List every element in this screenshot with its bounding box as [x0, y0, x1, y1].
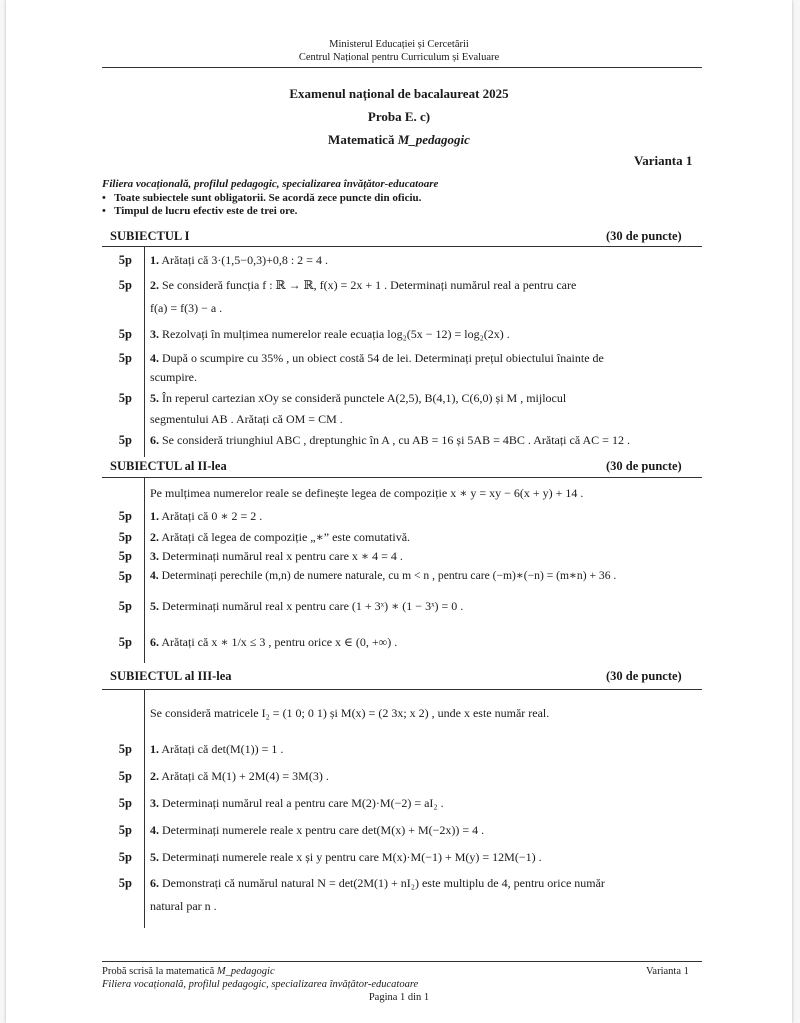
subject-2-preamble: Pe mulțimea numerelor reale se definește legea de compoziție x ∗ y = xy − 6(x + y) + 14 . — [150, 486, 584, 500]
exam-title: Examenul național de bacalaureat 2025 — [289, 86, 509, 101]
item-text: Arătați că legea de compoziție „∗” este comutativă. — [161, 530, 411, 544]
item-number: 2. — [150, 530, 159, 544]
subject-1-divider — [144, 247, 145, 457]
exam-proba: Proba E. c) — [367, 109, 431, 124]
item-points: 5p — [118, 509, 132, 523]
item-text: Se consideră triunghiul ABC , dreptunghic în A , cu AB = 16 și 5AB = 4BC . Arătați că AC = 12 . — [162, 433, 630, 447]
rule-text: Timpul de lucru efectiv este de trei ore. — [114, 205, 298, 217]
item-text: Demonstrați că numărul natural N = det(2M(1) + nI₂) este multiplu de 4, pentru orice număr — [162, 876, 605, 890]
subject-3-points: (30 de puncte) — [606, 669, 682, 683]
subject-2-divider — [144, 478, 145, 663]
item-points: 5p — [118, 278, 132, 292]
item-points: 5p — [118, 391, 132, 405]
item-points: 5p — [118, 530, 132, 544]
item-text: În reperul cartezian xOy se consideră punctele A(2,5), B(4,1), C(6,0) și M , mijlocul — [162, 391, 567, 405]
subject-1-title: SUBIECTUL I — [110, 229, 190, 243]
item-number: 1. — [150, 742, 159, 756]
item-points: 5p — [118, 327, 132, 341]
item-text: Arătați că x ∗ 1/x ≤ 3 , pentru orice x ∈ (0, +∞) . — [161, 635, 398, 649]
subject-1-points: (30 de puncte) — [606, 229, 682, 243]
ministry-name: Ministerul Educației și Cercetării — [329, 39, 469, 50]
item-points: 5p — [118, 549, 132, 563]
item-points: 5p — [118, 599, 132, 613]
subject-1-rule — [102, 246, 702, 247]
item-points: 5p — [118, 351, 132, 365]
item-text: Arătați că M(1) + 2M(4) = 3M(3) . — [161, 769, 329, 783]
item-number: 1. — [150, 509, 159, 523]
item-points: 5p — [118, 769, 132, 783]
item-number: 6. — [150, 433, 159, 447]
footer-line2: Filiera vocațională, profilul pedagogic, specializarea învățător-educatoare — [102, 979, 419, 990]
item-points: 5p — [118, 742, 132, 756]
item-text: După o scumpire cu 35% , un obiect costă 54 de lei. Determinați prețul obiectului înainte de — [162, 351, 604, 365]
footer-rule — [102, 961, 702, 962]
subject-3-title: SUBIECTUL al III-lea — [110, 669, 232, 683]
item-number: 3. — [150, 549, 159, 563]
item-text: Rezolvați în mulțimea numerelor reale ecuația log₂(5x − 12) = log₂(2x) . — [162, 327, 510, 341]
subject-3-rule — [102, 689, 702, 690]
item-text: Arătați că 0 ∗ 2 = 2 . — [161, 509, 263, 523]
item-text: Determinați numărul real a pentru care M(2)·M(−2) = aI₂ . — [162, 796, 444, 810]
variant-label: Varianta 1 — [634, 153, 693, 168]
item-number: 6. — [150, 635, 159, 649]
item-number: 5. — [150, 599, 159, 613]
subject-3-preamble: Se consideră matricele I₂ = (1 0; 0 1) și M(x) = (2 3x; x 2) , unde x este număr real. — [150, 706, 550, 720]
item-number: 6. — [150, 876, 159, 890]
item-points: 5p — [118, 253, 132, 267]
center-name: Centrul Național pentru Curriculum și Evaluare — [298, 52, 500, 63]
item-text: Determinați perechile (m,n) de numere naturale, cu m < n , pentru care (−m)∗(−n) = (m∗n) + 36 . — [161, 569, 617, 582]
item-text-continued: segmentului AB . Arătați că OM = CM . — [150, 412, 343, 426]
item-number: 2. — [150, 769, 159, 783]
item-number: 3. — [150, 327, 159, 341]
item-number: 5. — [150, 391, 159, 405]
item-text: Se consideră funcția f : ℝ → ℝ, f(x) = 2x + 1 . Determinați numărul real a pentru care — [162, 278, 577, 292]
item-text: Arătați că det(M(1)) = 1 . — [161, 742, 284, 756]
subject-2-rule — [102, 477, 702, 478]
rule-item: • Timpul de lucru efectiv este de trei ore. — [102, 205, 298, 217]
footer-line1: Probă scrisă la matematică M_pedagogic — [102, 966, 275, 977]
item-points: 5p — [118, 635, 132, 649]
item-text: Arătați că 3·(1,5−0,3)+0,8 : 2 = 4 . — [161, 253, 328, 267]
item-points: 5p — [118, 850, 132, 864]
item-points: 5p — [118, 569, 132, 583]
item-text: Determinați numărul real x pentru care x ∗ 4 = 4 . — [162, 549, 403, 563]
subject-2-title: SUBIECTUL al II-lea — [110, 459, 227, 473]
item-text-continued: scumpire. — [150, 370, 197, 384]
item-text-continued: natural par n . — [150, 899, 217, 913]
item-text: Determinați numerele reale x pentru care det(M(x) + M(−2x)) = 4 . — [162, 823, 485, 837]
rule-item: • Toate subiectele sunt obligatorii. Se acordă zece puncte din oficiu. — [102, 191, 422, 204]
footer-variant: Varianta 1 — [646, 966, 689, 977]
item-points: 5p — [118, 876, 132, 890]
item-number: 5. — [150, 850, 159, 864]
exam-subject: Matematică M_pedagogic — [328, 132, 470, 147]
filiera-line: Filiera vocațională, profilul pedagogic, specializarea învățător-educatoare — [102, 178, 439, 190]
intro-block — [102, 178, 702, 219]
item-text-continued: f(a) = f(3) − a . — [150, 301, 223, 315]
item-text: Determinați numărul real x pentru care (1 + 3ˣ) ∗ (1 − 3ˣ) = 0 . — [162, 599, 464, 613]
footer-page: Pagina 1 din 1 — [368, 992, 430, 1003]
item-number: 2. — [150, 278, 159, 292]
rule-text: Toate subiectele sunt obligatorii. Se acordă zece puncte din oficiu. — [114, 191, 422, 204]
item-points: 5p — [118, 823, 132, 837]
item-number: 1. — [150, 253, 159, 267]
header-rule — [102, 67, 702, 68]
item-number: 4. — [150, 569, 159, 582]
item-number: 3. — [150, 796, 159, 810]
item-number: 4. — [150, 351, 159, 365]
item-number: 4. — [150, 823, 159, 837]
item-text: Determinați numerele reale x și y pentru care M(x)·M(−1) + M(y) = 12M(−1) . — [162, 850, 542, 864]
item-points: 5p — [118, 796, 132, 810]
item-points: 5p — [118, 433, 132, 447]
subject-2-points: (30 de puncte) — [606, 459, 682, 473]
subject-3-divider — [144, 690, 145, 928]
exam-page — [6, 0, 792, 1023]
